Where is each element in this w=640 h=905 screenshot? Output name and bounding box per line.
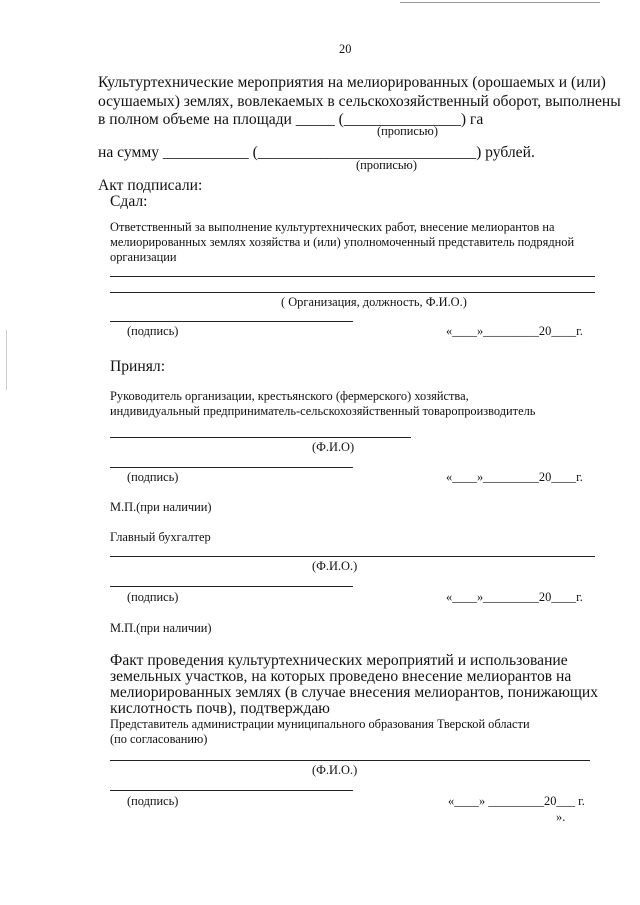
closing-quote: ». — [556, 810, 566, 824]
para1-line2: осушаемых) землях, вовлекаемых в сельскохозяйственный оборот, выполнены — [98, 93, 621, 110]
accepted-signature-caption: (подпись) — [127, 470, 179, 484]
accepted-desc-2: индивидуальный предприниматель-сельскохозяйственный товаропроизводитель — [110, 404, 536, 418]
handed-org-line-1 — [110, 276, 595, 277]
page-number: 20 — [339, 42, 352, 56]
confirm-fio-line — [110, 760, 590, 761]
accountant-fio-line — [110, 556, 595, 557]
confirm-fio-caption: (Ф.И.О.) — [312, 763, 358, 777]
handed-signature-caption: (подпись) — [127, 324, 179, 338]
handed-date: «____»_________20____г. — [446, 324, 583, 338]
accepted-stamp: М.П.(при наличии) — [110, 500, 212, 514]
scan-artifact-top — [400, 2, 600, 3]
accepted-fio-line — [110, 437, 411, 438]
confirm-line-4: кислотность почв), подтверждаю — [110, 700, 330, 717]
handed-org-line-2 — [110, 292, 595, 293]
confirm-signature-caption: (подпись) — [127, 794, 179, 808]
accepted-desc-1: Руководитель организации, крестьянского (фермерского) хозяйства, — [110, 389, 469, 403]
accountant-signature-caption: (подпись) — [127, 590, 179, 604]
handed-title: Сдал: — [110, 193, 148, 210]
confirm-line-3: мелиорированных землях (в случае внесения мелиорантов, понижающих — [110, 684, 599, 701]
para1-line3: в полном объеме на площади _____ (_______________) га — [98, 111, 484, 128]
handed-desc-3: организации — [110, 250, 177, 264]
area-caption: (прописью) — [377, 124, 438, 138]
handed-desc-1: Ответственный за выполнение культуртехнических работ, внесение мелиорантов на — [110, 220, 555, 234]
accountant-title: Главный бухгалтер — [110, 530, 211, 544]
accountant-signature-line — [110, 586, 353, 587]
confirm-date: «____» _________20___ г. — [448, 794, 585, 808]
para1-line4: на сумму ___________ (____________________________) рублей. — [98, 144, 535, 161]
accepted-fio-caption: (Ф.И.О) — [312, 440, 355, 454]
accountant-fio-caption: (Ф.И.О.) — [312, 559, 358, 573]
para1-line1: Культуртехнические мероприятия на мелиорированных (орошаемых и (или) — [98, 74, 606, 91]
accepted-title: Принял: — [110, 358, 166, 375]
representative-line-2: (по согласованию) — [110, 732, 208, 746]
confirm-line-2: земельных участков, на которых проведено внесение мелиорантов на — [110, 668, 572, 685]
handed-desc-2: мелиорированных землях хозяйства и (или) уполномоченный представитель подрядной — [110, 235, 575, 249]
accountant-stamp: М.П.(при наличии) — [110, 621, 212, 635]
confirm-signature-line — [110, 790, 353, 791]
representative-line-1: Представитель администрации муниципального образования Тверской области — [110, 717, 530, 731]
handed-org-caption: ( Организация, должность, Ф.И.О.) — [281, 295, 467, 309]
scan-artifact-left — [6, 330, 7, 390]
signed-title: Акт подписали: — [98, 177, 203, 194]
accepted-signature-line — [110, 467, 353, 468]
confirm-line-1: Факт проведения культуртехнических мероприятий и использование — [110, 652, 568, 669]
sum-caption: (прописью) — [356, 158, 417, 172]
accepted-date: «____»_________20____г. — [446, 470, 583, 484]
accountant-date: «____»_________20____г. — [446, 590, 583, 604]
handed-signature-line — [110, 321, 353, 322]
